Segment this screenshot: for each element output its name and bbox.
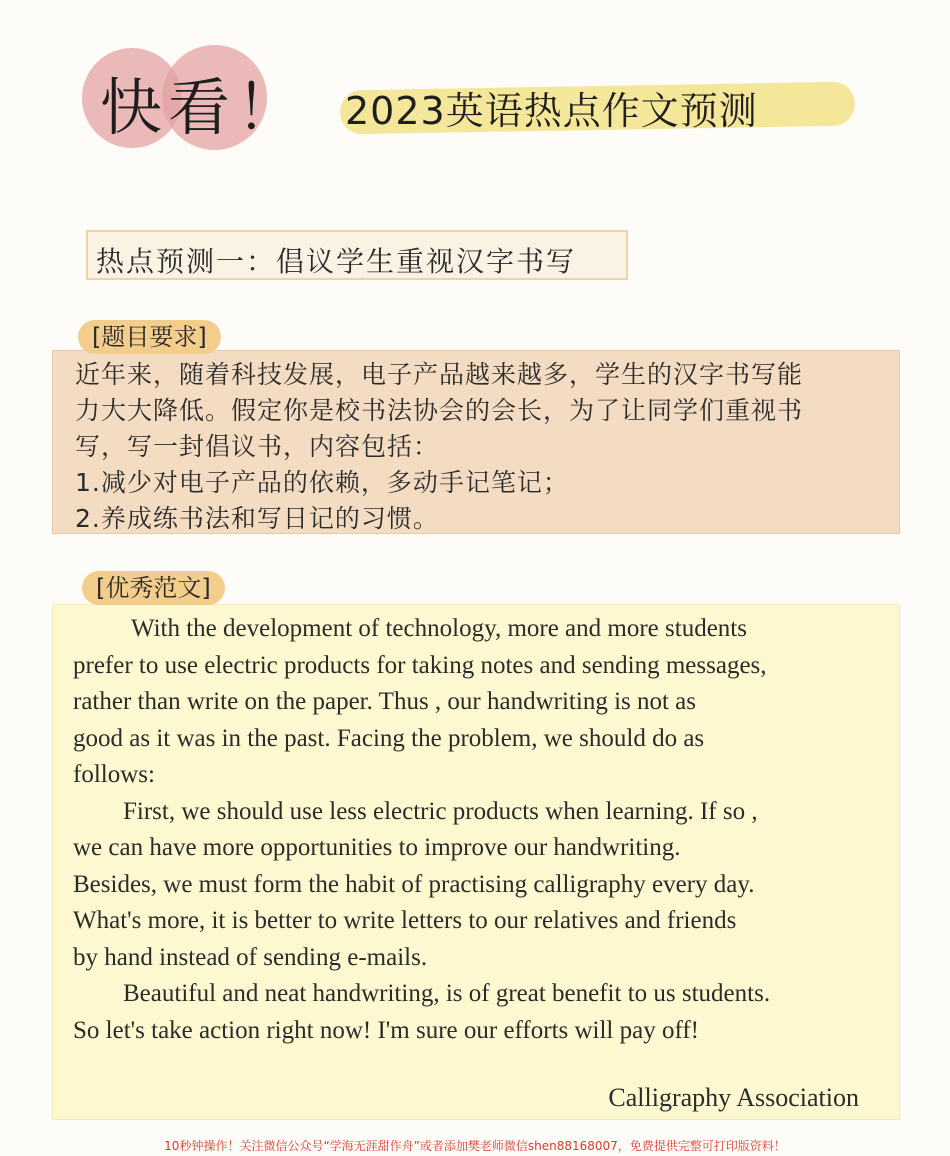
essay-box — [52, 604, 900, 1120]
essay-line: we can have more opportunities to improve our handwriting. — [73, 834, 681, 861]
essay-signature: Calligraphy Association — [608, 1083, 859, 1112]
requirements-tag: [题目要求] — [78, 320, 221, 354]
requirement-line: 写，写一封倡议书，内容包括： — [75, 432, 440, 461]
essay-line: by hand instead of sending e-mails. — [73, 943, 428, 971]
essay-line: Beautiful and neat handwriting, is of great benefit to us students. — [123, 980, 771, 1007]
requirement-line: 力大大降低。假定你是校书法协会的会长，为了让同学们重视书 — [75, 396, 804, 425]
essay-line: rather than write on the paper. Thus , our handwriting is not as — [73, 688, 697, 715]
essay-line: First, we should use less electric products when learning. If so , — [123, 797, 758, 825]
essay-line: What's more, it is better to write letters to our relatives and friends — [73, 907, 737, 934]
header — [0, 0, 950, 190]
footer-notice: 10秒钟操作！关注微信公众号“学海无涯甜作舟”或者添加樊老师微信shen88168007，免费提供完整可打印版资料！ — [164, 1139, 786, 1153]
requirements-box — [52, 350, 900, 534]
requirement-line: 1.减少对电子产品的依赖，多动手记笔记； — [75, 468, 569, 497]
essay-line: So let's take action right now! I'm sure our efforts will pay off! — [73, 1016, 700, 1044]
kuaikan-heading: 快看！ — [100, 71, 305, 144]
essay-line: follows: — [73, 761, 155, 788]
essay-line: good as it was in the past. Facing the problem, we should do as — [73, 724, 705, 752]
topic-box — [86, 230, 628, 280]
requirement-line: 2.养成练书法和写日记的习惯。 — [75, 504, 439, 533]
page-title: 2023英语热点作文预测 — [345, 89, 758, 133]
requirement-line: 近年来，随着科技发展，电子产品越来越多，学生的汉字书写能 — [75, 360, 804, 389]
essay-text — [73, 611, 883, 1049]
topic-title: 热点预测一：倡议学生重视汉字书写 — [96, 245, 577, 278]
essay-line: prefer to use electric products for taking notes and sending messages, — [73, 651, 767, 679]
essay-tag: [优秀范文] — [82, 571, 225, 605]
essay-line: With the development of technology, more and more students — [131, 615, 747, 642]
essay-line: Besides, we must form the habit of practising calligraphy every day. — [73, 870, 755, 898]
